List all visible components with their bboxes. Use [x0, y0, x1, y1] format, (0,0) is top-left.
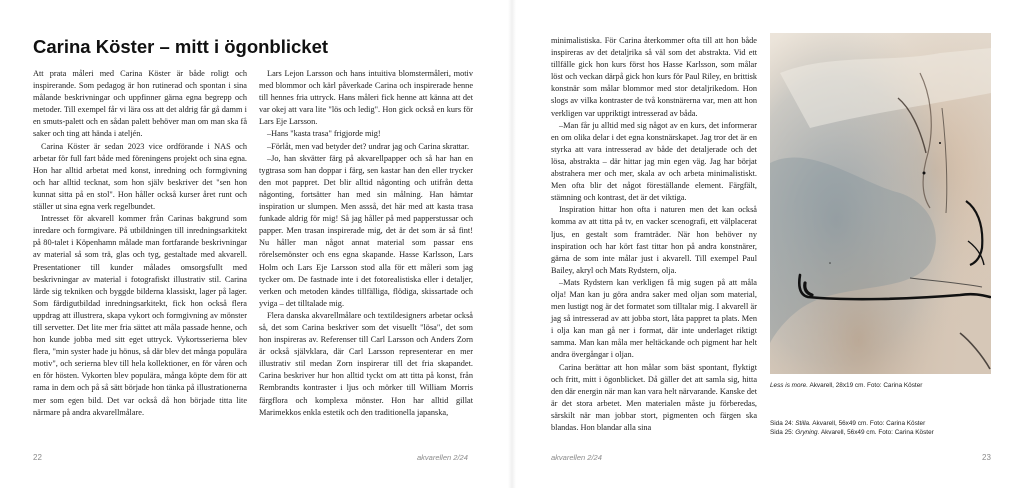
- caption-prefix: Sida 24:: [770, 420, 796, 427]
- page-number-right: 23: [982, 453, 991, 462]
- paragraph: Carina Köster är sedan 2023 vice ordförande i NAS och arbetar för full fart både med föreningens projekt och sina egna. Hon har alltid arbetat med konst, inredning och formgivning och har alltid tecknat, som hon själv beskriver det "sen hon kunnat sitta på en stol". Hon håller också kurser året runt och ställer ut sina egna verk regelbundet.: [33, 141, 247, 212]
- text-column-1: [33, 68, 247, 419]
- title-name: Carina Köster: [33, 36, 155, 57]
- paragraph: Lars Lejon Larsson och hans intuitiva blomstermåleri, motiv med blommor och kärl påverkade Carina och inspirerade henne till hennes fria uttryck. Hans måleri fick henne att känna att det var okej att vara lite "lös och ledig". Hon gick också en kurs för Lars Eje Larsson.: [259, 69, 473, 127]
- caption-artwork-title: Stilla.: [795, 420, 811, 427]
- paragraph: Inspiration hittar hon ofta i naturen men det kan också komma av att titta på tv, en vacker scenografi, ett välplacerat ljus, en gestalt som framträder. När hon behöver ny inspiration och har kört fast tittar hon på andra konstnärer, gärna de som inte målar just i akvarell. Till exempel Paul Bailey, akryl och Mats Rydstern, olja.: [551, 205, 757, 275]
- paragraph: –Mats Rydstern kan verkligen få mig sugen på att måla olja! Man kan ju göra andra saker med oljan som material, men lustigt nog är det formatet som tilltalar mig. I akvarell är jag så intresserad av att jobba stort, låta pappret ta plats. Men i olja kan man gå ner i format, där inte underlaget riktigt samma. Man kan måla mer heltäckande och pigment har helt andra övergångar i oljan.: [551, 277, 757, 360]
- text-column-2: [259, 68, 473, 419]
- caption-details: Akvarell, 28x19 cm. Foto: Carina Köster: [808, 382, 923, 389]
- paragraph: Flera danska akvarellmålare och textildesigners arbetar också så, det som Carina beskriver som det visuellt "lösa", det som hon inspireras av. Referenser till Carl Larsson och Anders Zorn är också självklara, där Carl Larsson representerar en mer illustrativ stil medan Zorn inspirerar till det fria skapandet. Carina beskriver hur hon alltid tyckt om att titta på konst, från Rembrandts kontraster i ljus och mörker till William Morris färgflora och komplexa mönster. Hon har alltid gillat Marimekkos enkla estetik och den traditionella japanska,: [259, 310, 473, 417]
- page-number-left: 22: [33, 453, 42, 462]
- caption-artwork-title: Gryning.: [795, 429, 820, 436]
- paragraph: –Förlåt, men vad betyder det? undrar jag och Carina skrattar.: [267, 141, 470, 151]
- text-column-3: [551, 35, 757, 434]
- paragraph: minimalistiska. För Carina återkommer ofta till att hon både inspireras av det detaljrika så väl som det abstrakta. Vid ett tillfälle gick hon kurs först hos Hasse Karlsson, som målar löst och veckan därpå gick hon kurs för Paul Riley, en brittisk konstnär som målar blommor med stor detaljrikedom. Hon slogs av vilka kontraster de två konstnärerna var, men att hon verkligen var uppriktigt intresserad av båda.: [551, 36, 757, 118]
- article-title: [33, 36, 328, 58]
- paragraph: –Jo, han skvätter färg på akvarellpapper och så har han en tygtrasa som han doppar i färg, sen kastar han den eller trycker den mot pappret. Det blir alltid någonting och utifrån detta någonting, fortsätter han med sin målning. Han hämtar inspiration ur slumpen. Men assså, det här med att kasta trasa funkade aldrig för mig! Så jag håller på med papperstussar och papper. Men trasan inspirerade mig, det är det som är så fint! Nu håller man något annat material som passar ens rörelsemönster och ens egna skapande. Hasse Karlsson, Lars Holm och Lars Eje Larsson stod alla för ett måleri som jag tycker om. De fastnade inte i det fotorealistiska eller i detaljer, verken och metoden kändes tillfälliga, flödiga, skissartade och yviga – det tilltalade mig.: [259, 153, 473, 308]
- title-rest: – mitt i ögonblicket: [154, 36, 329, 57]
- paragraph: Carina berättar att hon målar som bäst spontant, flyktigt och fritt, mitt i ögonblicket. Då gäller det att samla sig, hitta den där energin när man kan vara helt närvarande. Kanske det är det stora arbetet. Men materialen måste ju förberedas, särskilt när man jobbar stort, pigmenten och färgen ska blandas. Hon blandar alla sina: [551, 362, 757, 432]
- paragraph: –Hans "kasta trasa" frigjorde mig!: [267, 129, 381, 139]
- side-caption-24: [770, 419, 925, 428]
- caption-details: Akvarell, 56x49 cm. Foto: Carina Köster: [810, 420, 926, 427]
- magazine-label-left: akvarellen 2/24: [417, 453, 468, 462]
- side-caption-25: [770, 428, 934, 437]
- caption-details: Akvarell, 56x49 cm. Foto: Carina Köster: [819, 429, 934, 436]
- paragraph: –Man får ju alltid med sig något av en kurs, det informerar en om olika delar i det egna konstnärskapet. Jag tror det är en styrka att vara intresserad av både det detaljerade och det lösa, abstrakta – där hittar jag min egen väg. Jag har börjat abstrahera mer och mer, skala av och arbeta minimalistiskt. Men ofta blir det något föreställande element. Färgfält, stämning och kontrast, det är det viktiga.: [551, 120, 757, 203]
- caption-artwork-title: Less is more.: [770, 382, 809, 389]
- artwork-image: [770, 33, 991, 374]
- magazine-label-right: akvarellen 2/24: [551, 453, 602, 462]
- watercolor-painting: [770, 33, 991, 374]
- paragraph: Att prata måleri med Carina Köster är både roligt och inspirerande. Som pedagog är hon rutinerad och spontan i sina målande beskrivningar och uppfinner gärna egna begrepp och metoder. Till exempel får vi lära oss att det aldrig får gå damm i en smuts-palett och en sådan palett behöver man om man ska få saker och ting att hända i ateljén.: [33, 69, 247, 139]
- paragraph: Intresset för akvarell kommer från Carinas bakgrund som inredare och formgivare. På utbildningen till inredningsarkitekt på 80-talet i Köpenhamn målade man fortfarande beskrivningar av material så som trä, glas och tyg, gestaltade med akvarell. Presentationer till kunder målades omsorgsfullt med beskrivningar av material i fotografiskt illustrativ stil. Carina lärde sig tekniken och byggde bilderna klassiskt, lager på lager. Som färdigutbildad inredningsarkitekt, fick hon också flera uppdrag att illustrera, skapa vykort och formgivning av mönster till servetter. Det lite mer fria sättet att måla passade henne, och hon kunde jobba med sitt eget uttryck. Vykortsserierna blev flera, "min syster hade ju hönus, så där blev det många populära motiv", och serierna blev till hela kollektioner, en för våren och en för hösten. Vykorten blev populära, många köpte dem för att rama in dem och på så sätt började hon tänka på illustrationerna mer som egen bild. Det var också då hon började titta lite närmare på andra akvarellmålare.: [33, 214, 247, 417]
- spine-shadow: [508, 0, 516, 488]
- caption-prefix: Sida 25:: [770, 429, 796, 436]
- main-caption: [770, 381, 922, 390]
